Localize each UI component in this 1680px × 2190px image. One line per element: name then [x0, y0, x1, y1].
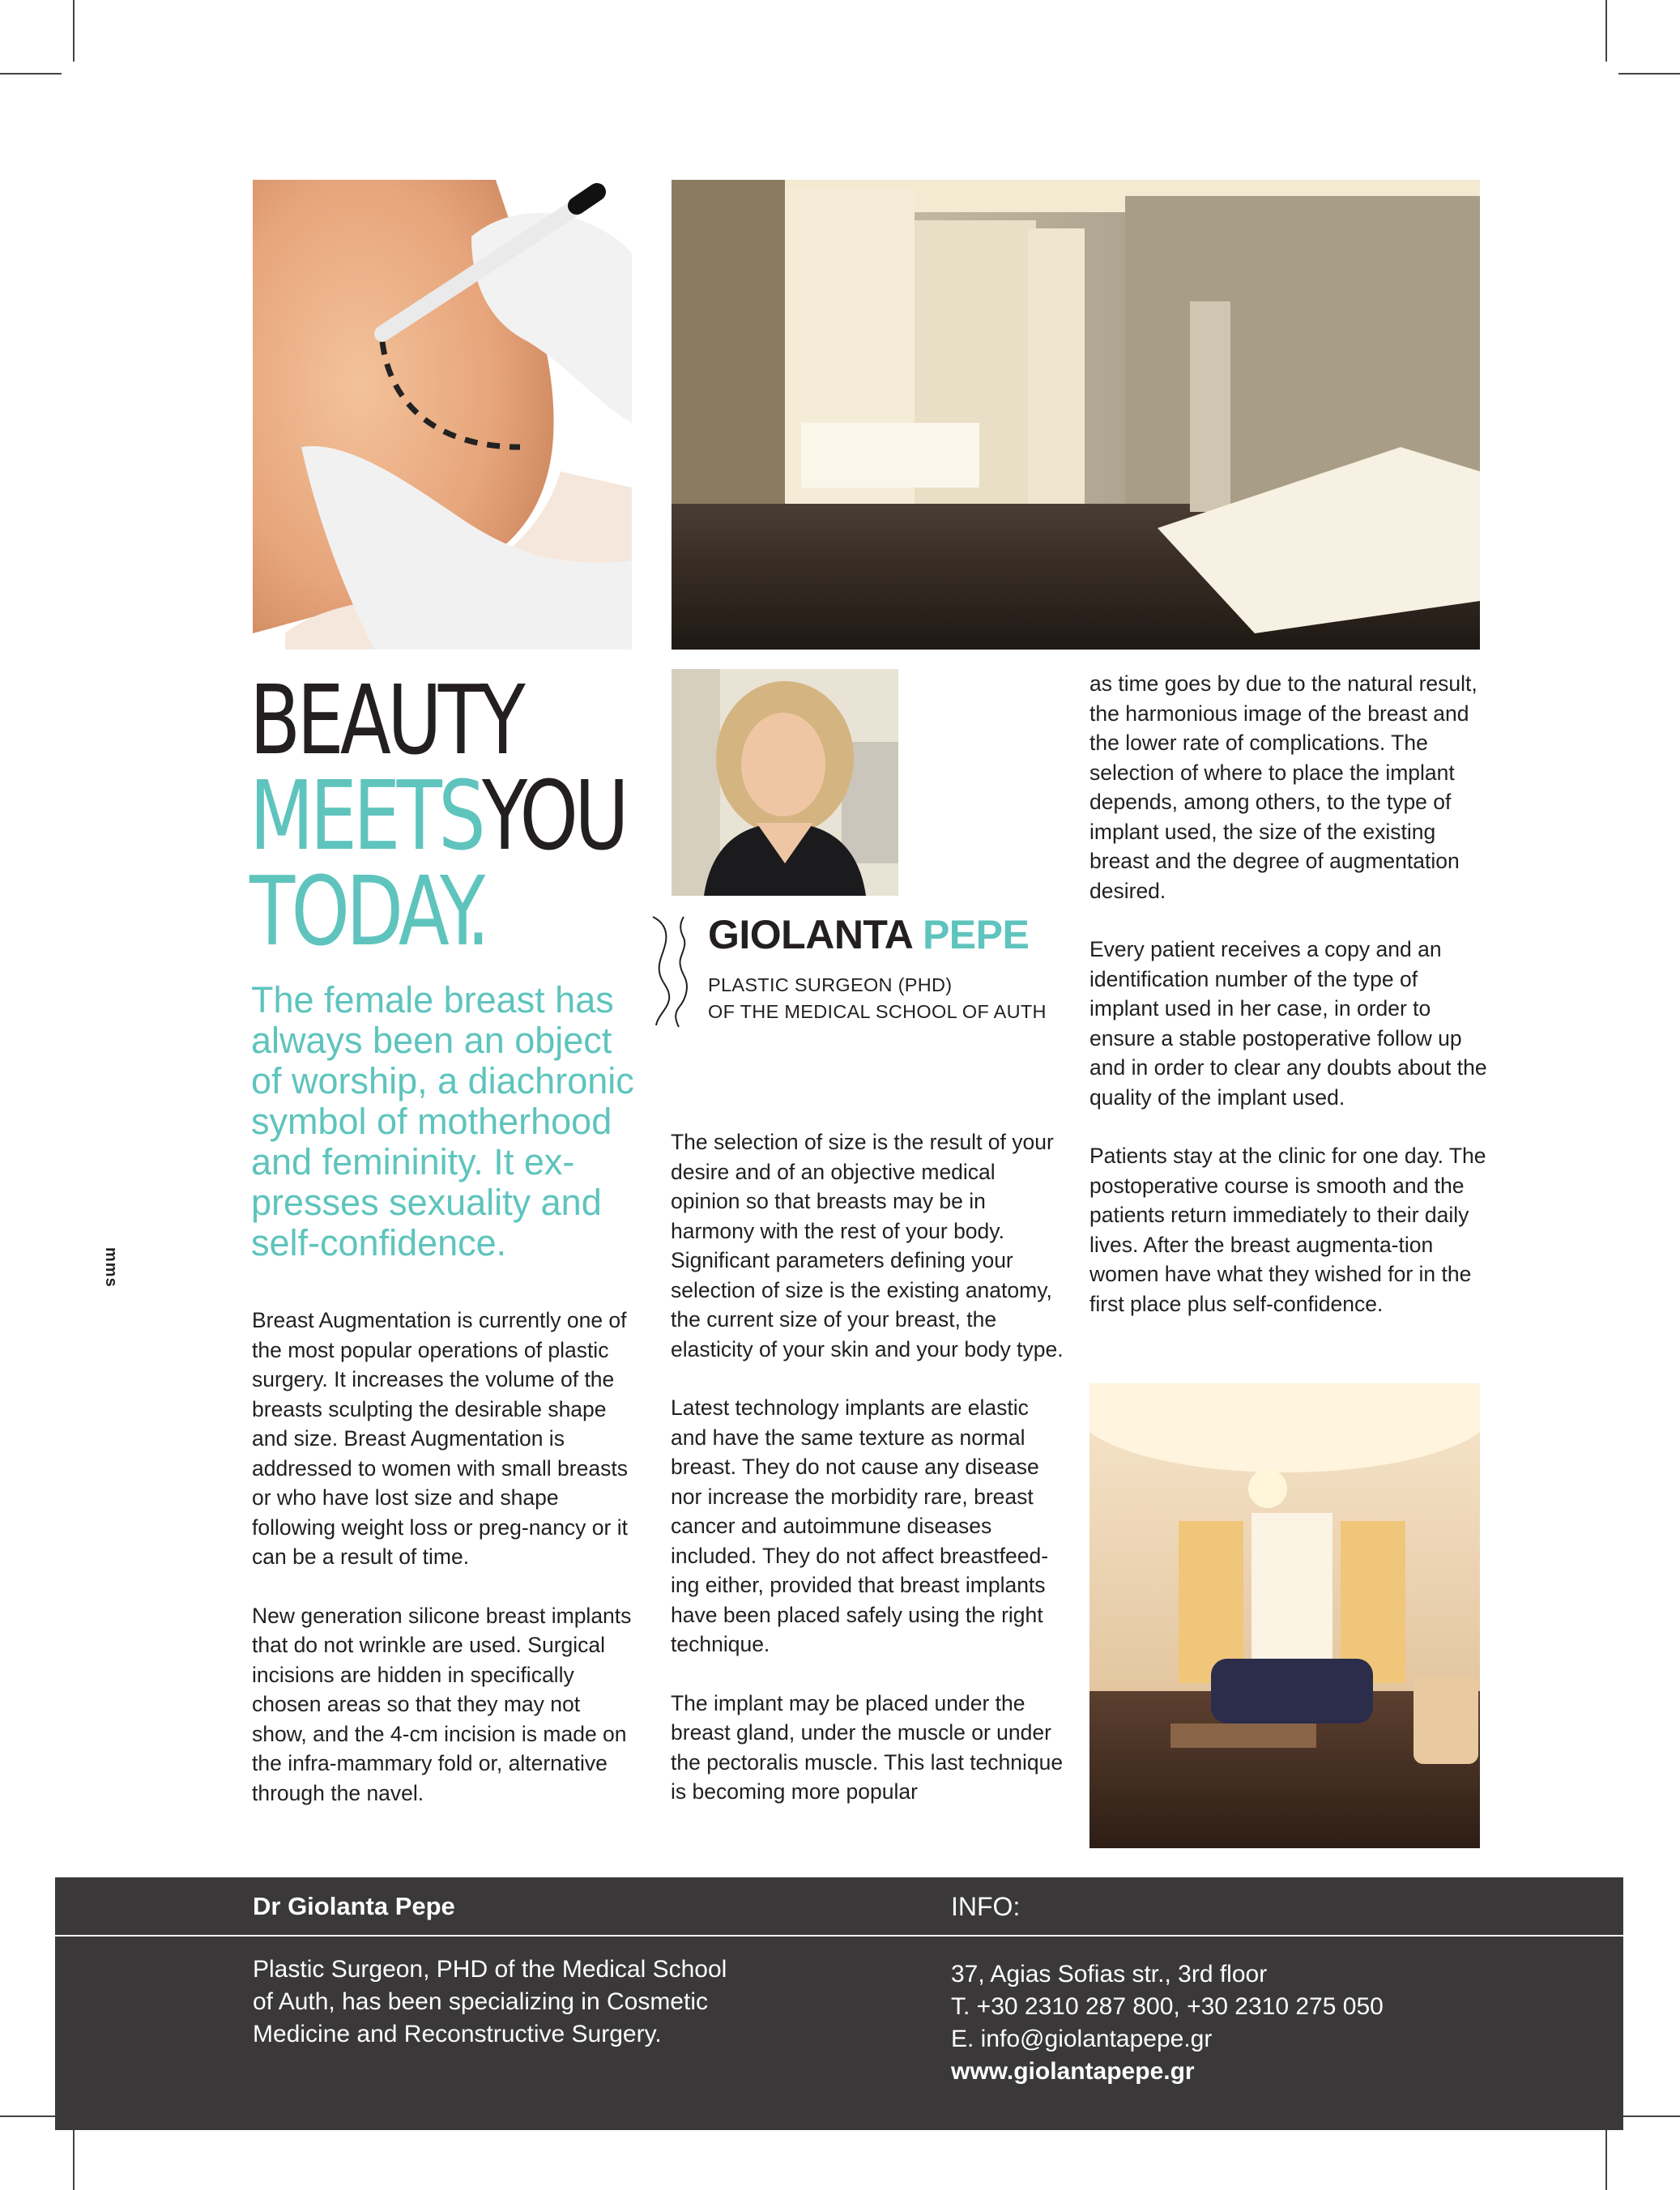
crop-mark: [1605, 2128, 1607, 2190]
column-3-paragraph: Every patient receives a copy and an identification number of the type of implant used in her case, in order to ensure a stable postoperative follow up and in order to clear any doubts about the quality of the implant used.: [1089, 937, 1487, 1110]
doctor-title: [708, 972, 1047, 1025]
doctor-last-name: PEPE: [922, 912, 1030, 957]
crop-mark: [1605, 0, 1607, 62]
crop-mark: [73, 2128, 75, 2190]
photo-doctor-portrait: [672, 669, 898, 896]
footer-phone: T. +30 2310 287 800, +30 2310 275 050: [951, 1993, 1384, 2020]
footer-address: 37, Agias Sofias str., 3rd floor: [951, 1961, 1268, 1988]
headline-line-3: TODAY.: [249, 855, 487, 967]
footer-bio: Plastic Surgeon, PHD of the Medical School of Auth, has been specializing in Cosmetic Medicine and Reconstructive Surgery.: [253, 1956, 727, 2047]
column-2-paragraph: Latest technology implants are elastic and have the same texture as normal breast. They do not cause any disease nor increase the morbidity rare, breast cancer and autoimmune diseases included. They do not affect breastfeed-ing either, provided that breast implants have been placed safely using the right technique.: [671, 1395, 1049, 1656]
footer-contact-bar: [55, 1877, 1623, 2130]
photo-clinic-room: [672, 180, 1480, 650]
crop-mark: [0, 2115, 62, 2117]
column-1: [252, 1306, 641, 1837]
column-2: [671, 1127, 1068, 1836]
doctor-title-line-1: PLASTIC SURGEON (PHD): [708, 974, 953, 995]
column-2-paragraph: The selection of size is the result of your desire and of an objective medical opinion so that breasts may be in harmony with the rest of your body. Significant parameters defining your selection of size is the existing anatomy, the current size of your breast, the elasticity of your skin and your body type.: [671, 1130, 1064, 1361]
column-1-paragraph: Breast Augmentation is currently one of the most popular operations of plastic surgery. It increases the volume of the breasts sculpting the desirable shape and size. Breast Augmentation is addressed to women with small breasts or who have lost size and shape following weight loss or preg-nancy or it can be a result of time.: [252, 1308, 628, 1569]
side-mark: mms: [102, 1247, 120, 1288]
column-1-paragraph: New generation silicone breast implants that do not wrinkle are used. Surgical incisions are hidden in specifically chosen areas so that they may not show, and the 4-cm incision is made on the infra-mammary fold or, alternative through the navel.: [252, 1603, 632, 1805]
doctor-first-name: GIOLANTA: [708, 912, 912, 957]
footer-divider: [55, 1935, 1623, 1936]
footer-contact: [951, 1958, 1384, 2088]
column-3-paragraph: Patients stay at the clinic for one day. The postoperative course is smooth and the patients return immediately to their daily lives. After the breast augmenta-tion women have what they wished for in the first place plus self-confidence.: [1089, 1144, 1486, 1316]
lead-paragraph: The female breast has always been an object of worship, a diachronic symbol of motherhood and femininity. It ex-presses sexuality and self-confidence.: [251, 979, 634, 1263]
body-silhouette-logo: [646, 914, 697, 1029]
footer-info-label: INFO:: [951, 1892, 1021, 1921]
crop-mark: [0, 73, 62, 75]
crop-mark: [1618, 2115, 1680, 2117]
crop-mark: [1618, 73, 1680, 75]
crop-mark: [73, 0, 75, 62]
photo-clinic-lounge: [1089, 1383, 1480, 1848]
column-2-paragraph: The implant may be placed under the breast gland, under the muscle or under the pectoralis muscle. This last technique is becoming more popular: [671, 1690, 1064, 1804]
headline-word-meets: MEETS: [249, 760, 482, 871]
column-3-paragraph: as time goes by due to the natural result, the harmonious image of the breast and the lower rate of complications. The selection of where to place the implant depends, among others, to the type of implant used, the size of the existing breast and the degree of augmentation desired.: [1089, 671, 1477, 903]
doctor-name: [708, 911, 1029, 958]
headline: [249, 664, 625, 967]
photo-surgical-marking: [253, 180, 632, 650]
headline-line-1: BEAUTY: [249, 664, 522, 776]
footer-website[interactable]: www.giolantapepe.gr: [951, 2058, 1195, 2085]
footer-doctor-name: Dr Giolanta Pepe: [253, 1892, 455, 1920]
headline-word-you: YOU: [481, 760, 625, 871]
footer-email: E. info@giolantapepe.gr: [951, 2026, 1213, 2052]
column-3: [1089, 669, 1488, 1348]
doctor-title-line-2: OF THE MEDICAL SCHOOL OF AUTH: [708, 1001, 1047, 1022]
